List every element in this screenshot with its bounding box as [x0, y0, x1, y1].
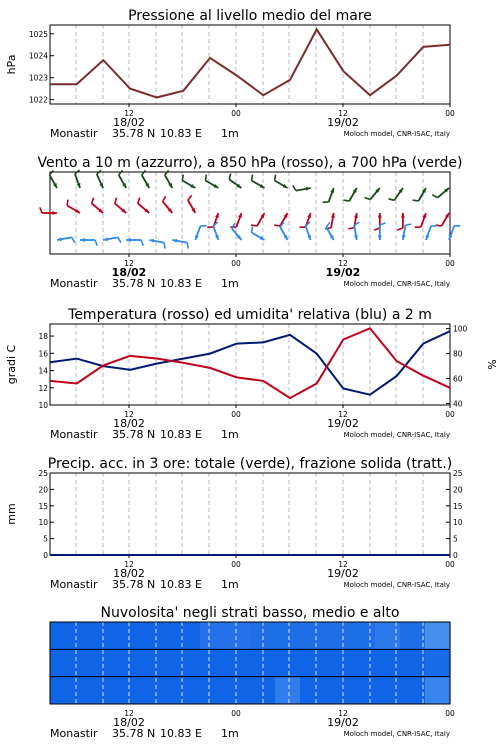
wind-barb: [229, 174, 241, 188]
wind-barb: [432, 188, 449, 198]
wind-barb: [188, 195, 196, 213]
cloud-cell: [200, 677, 226, 704]
wind-barb: [293, 185, 311, 190]
panel-2: [37, 155, 462, 290]
barb-flag: [205, 175, 206, 181]
panel-3: [5, 307, 498, 441]
location-lat: 35.78 N: [112, 428, 155, 441]
cloud-cell: [375, 649, 401, 676]
barb-flag: [365, 198, 371, 200]
wind-barb: [142, 170, 150, 188]
location-alt: 1m: [221, 727, 239, 740]
cloud-cell: [325, 649, 351, 676]
wind-barb: [57, 237, 75, 242]
y-tick-label: 1023: [29, 74, 48, 83]
cloud-cell: [400, 622, 426, 649]
panel-title: Precip. acc. in 3 ore: totale (verde), frazione solida (tratt.): [48, 456, 452, 472]
location-lat: 35.78 N: [112, 127, 155, 140]
panel-1: [5, 8, 455, 140]
plot-frame: [50, 324, 450, 405]
cloud-cell: [375, 677, 401, 704]
y-tick-label: 10: [38, 401, 48, 410]
barb-flag: [163, 196, 166, 201]
cloud-cell: [175, 677, 201, 704]
location-lon: 10.83 E: [160, 428, 202, 441]
barb-head: [215, 213, 219, 218]
y-tick-label: 1022: [29, 96, 48, 105]
y-tick-label-right: 25: [453, 469, 463, 478]
barb-flag: [388, 199, 394, 200]
cloud-cell: [200, 649, 226, 676]
barb-flag: [141, 240, 143, 246]
location-lon: 10.83 E: [160, 578, 202, 591]
wind-barb: [326, 222, 334, 240]
y-tick-label-right: 40: [453, 399, 463, 408]
time-tick-label: 00: [231, 560, 241, 569]
wind-barb: [119, 170, 127, 188]
cloud-cell: [300, 649, 326, 676]
barb-flag: [164, 243, 165, 249]
barb-head: [195, 235, 199, 240]
barb-flag: [40, 207, 42, 213]
date-label: 18/02: [113, 417, 145, 430]
model-credit: Moloch model, CNR-ISAC, Italy: [344, 130, 450, 138]
barb-flag: [251, 225, 257, 226]
barb-head: [80, 238, 85, 242]
barb-flag: [275, 175, 276, 181]
model-credit: Moloch model, CNR-ISAC, Italy: [344, 730, 450, 738]
y-tick-label-right: 100: [453, 325, 468, 334]
y-tick-label: 18: [38, 332, 48, 341]
pressure-line: [50, 29, 450, 97]
plot-frame: [50, 172, 450, 254]
barb-head: [77, 183, 81, 188]
barb-head: [449, 235, 453, 240]
time-tick-label: 12: [338, 709, 348, 718]
cloud-cell: [175, 622, 201, 649]
barb-flag: [72, 237, 75, 242]
location-lat: 35.78 N: [112, 727, 155, 740]
date-label: 19/02: [327, 567, 359, 580]
location-lon: 10.83 E: [160, 127, 202, 140]
cloud-cell: [350, 622, 376, 649]
time-tick-label: 00: [445, 560, 455, 569]
cloud-cell: [400, 677, 426, 704]
barb-flag: [343, 200, 349, 201]
wind-barb: [436, 213, 449, 226]
location-alt: 1m: [221, 428, 239, 441]
y-tick-label: 0: [43, 551, 48, 560]
wind-barb: [92, 198, 103, 213]
wind-barb: [115, 198, 126, 213]
location-name: Monastir: [50, 127, 98, 140]
barb-head: [378, 235, 382, 240]
wind-barb: [354, 222, 359, 240]
y-tick-label-right: 60: [453, 375, 463, 384]
time-tick-label: 12: [338, 109, 348, 118]
time-tick-label: 00: [445, 709, 455, 718]
y-tick-label: 12: [38, 384, 48, 393]
time-tick-label: 12: [338, 560, 348, 569]
wind-barb: [275, 175, 288, 188]
location-lon: 10.83 E: [160, 277, 202, 290]
y-axis-label: hPa: [5, 55, 18, 75]
y-tick-label: 25: [38, 469, 48, 478]
barb-flag: [142, 170, 146, 175]
wind-barb: [182, 175, 195, 188]
y-tick-label: 1025: [29, 30, 48, 39]
y-tick-label: 20: [38, 485, 48, 494]
date-label: 18/02: [113, 567, 145, 580]
barb-flag: [95, 240, 97, 246]
location-name: Monastir: [50, 428, 98, 441]
barb-head: [126, 238, 131, 242]
panel-5: [50, 605, 455, 740]
date-label: 19/02: [326, 266, 361, 279]
barb-head: [307, 235, 311, 240]
location-lat: 35.78 N: [112, 578, 155, 591]
barb-flag: [348, 228, 354, 229]
barb-flag: [187, 243, 188, 249]
barb-flag: [188, 195, 192, 200]
cloud-cell: [400, 649, 426, 676]
model-credit: Moloch model, CNR-ISAC, Italy: [344, 581, 450, 589]
barb-flag: [432, 195, 437, 198]
barb-head: [307, 213, 311, 218]
cloud-cell: [50, 677, 76, 704]
cloud-cell: [350, 677, 376, 704]
location-name: Monastir: [50, 277, 98, 290]
panel-title: Vento a 10 m (azzurro), a 850 hPa (rosso), a 700 hPa (verde): [37, 155, 462, 171]
barb-flag: [405, 224, 411, 225]
barb-head: [426, 235, 430, 240]
cloud-cell: [300, 622, 326, 649]
time-tick-label: 12: [124, 259, 134, 268]
time-tick-label: 00: [231, 109, 241, 118]
wind-barb: [50, 170, 58, 188]
location-alt: 1m: [221, 127, 239, 140]
wind-barb: [97, 170, 103, 188]
time-tick-label: 00: [231, 259, 241, 268]
date-label: 19/02: [327, 417, 359, 430]
date-label: 19/02: [327, 716, 359, 729]
location-name: Monastir: [50, 727, 98, 740]
y-tick-label-right: 0: [453, 551, 458, 560]
cloud-cell: [75, 622, 101, 649]
cloud-cell: [150, 622, 176, 649]
cloud-cell: [50, 649, 76, 676]
barb-flag: [119, 170, 123, 175]
barb-head: [378, 213, 382, 218]
barb-flag: [182, 175, 183, 181]
y-axis-label: mm: [5, 503, 18, 524]
barb-flag: [413, 200, 419, 201]
date-label: 19/02: [327, 116, 359, 129]
y-tick-label: 16: [38, 349, 48, 358]
panel-title: Nuvolosita' negli strati basso, medio e alto: [101, 605, 400, 621]
cloud-cell: [100, 649, 126, 676]
y-axis-label: gradi C: [5, 344, 18, 384]
cloud-cell: [375, 622, 401, 649]
wind-barb: [348, 213, 358, 229]
wind-barb: [195, 226, 206, 240]
barb-head: [401, 213, 405, 218]
y-tick-label-right: 10: [453, 518, 463, 527]
wind-barb: [103, 237, 121, 242]
y-axis-label-right: %: [485, 359, 498, 369]
barb-flag: [293, 185, 296, 190]
cloud-cell: [425, 622, 451, 649]
cloud-cell: [225, 677, 251, 704]
barb-head: [215, 235, 219, 240]
wind-barb: [40, 207, 57, 215]
time-tick-label: 12: [124, 109, 134, 118]
cloud-cell: [75, 649, 101, 676]
y-tick-label: 14: [38, 367, 48, 376]
wind-barb: [165, 170, 173, 188]
time-tick-label: 00: [445, 410, 455, 419]
cloud-cell: [325, 677, 351, 704]
y-tick-label-right: 5: [453, 535, 458, 544]
wind-barb: [365, 188, 380, 199]
panel-4: [5, 456, 463, 591]
wind-barb: [149, 239, 165, 249]
panel-title: Pressione al livello medio del mare: [128, 8, 372, 24]
y-tick-label-right: 80: [453, 350, 463, 359]
barb-flag: [252, 227, 253, 233]
y-tick-label: 10: [38, 518, 48, 527]
date-label: 18/02: [113, 116, 145, 129]
y-tick-label: 1024: [29, 52, 48, 61]
barb-flag: [165, 170, 169, 175]
barb-flag: [118, 237, 121, 242]
cloud-cell: [425, 649, 451, 676]
barb-flag: [67, 200, 68, 206]
cloud-cell: [325, 622, 351, 649]
wind-barb: [163, 196, 173, 213]
cloud-cell: [275, 622, 301, 649]
plot-frame: [50, 473, 450, 555]
cloud-cell: [225, 622, 251, 649]
barb-head: [330, 188, 334, 193]
wind-barb: [415, 213, 426, 227]
wind-barb: [413, 188, 426, 201]
date-label: 18/02: [112, 266, 147, 279]
wind-barb: [300, 213, 311, 227]
cloud-cell: [425, 677, 451, 704]
cloud-cell: [350, 649, 376, 676]
wind-barb: [138, 198, 149, 213]
wind-barb: [378, 223, 386, 240]
model-credit: Moloch model, CNR-ISAC, Italy: [344, 431, 450, 439]
wind-barb: [172, 239, 188, 249]
y-tick-label-right: 20: [453, 485, 463, 494]
cloud-cell: [225, 649, 251, 676]
barb-flag: [274, 225, 280, 226]
cloud-cell: [200, 622, 226, 649]
wind-barb: [323, 188, 334, 202]
wind-barb: [67, 200, 80, 213]
location-alt: 1m: [221, 578, 239, 591]
wind-barb: [75, 170, 80, 188]
model-credit: Moloch model, CNR-ISAC, Italy: [344, 280, 450, 288]
plot-frame: [50, 25, 450, 104]
panel-title: Temperatura (rosso) ed umidita' relativa (blu) a 2 m: [67, 307, 432, 323]
wind-barb: [397, 213, 405, 230]
temperature-line: [50, 328, 450, 398]
wind-barb: [343, 188, 356, 201]
barb-flag: [397, 228, 403, 230]
time-tick-label: 00: [231, 709, 241, 718]
cloud-cell: [50, 622, 76, 649]
y-tick-label: 5: [43, 535, 48, 544]
barb-head: [52, 211, 57, 215]
wind-barb: [205, 175, 218, 188]
barb-flag: [326, 222, 330, 227]
barb-head: [238, 213, 242, 218]
y-tick-label: 15: [38, 502, 48, 511]
cloud-cell: [150, 677, 176, 704]
cloud-cell: [75, 677, 101, 704]
time-tick-label: 00: [445, 259, 455, 268]
y-tick-label-right: 15: [453, 502, 463, 511]
date-label: 18/02: [113, 716, 145, 729]
cloud-cell: [275, 677, 301, 704]
barb-flag: [229, 174, 230, 180]
barb-flag: [138, 198, 140, 204]
wind-barb: [280, 222, 288, 240]
wind-barb: [426, 226, 437, 240]
cloud-cell: [175, 649, 201, 676]
barb-flag: [252, 175, 253, 181]
location-alt: 1m: [221, 277, 239, 290]
cloud-cell: [300, 677, 326, 704]
time-tick-label: 12: [124, 560, 134, 569]
cloud-cell: [275, 649, 301, 676]
time-tick-label: 12: [338, 410, 348, 419]
time-tick-label: 12: [338, 259, 348, 268]
location-lat: 35.78 N: [112, 277, 155, 290]
location-name: Monastir: [50, 578, 98, 591]
time-tick-label: 12: [124, 410, 134, 419]
cloud-cell: [100, 622, 126, 649]
time-tick-label: 12: [124, 709, 134, 718]
time-tick-label: 00: [445, 109, 455, 118]
wind-barb: [274, 213, 287, 226]
location-lon: 10.83 E: [160, 727, 202, 740]
cloud-cell: [100, 677, 126, 704]
barb-flag: [92, 198, 94, 204]
wind-barb: [306, 222, 311, 240]
barb-flag: [115, 198, 117, 204]
cloud-cell: [150, 649, 176, 676]
wind-barb: [80, 238, 97, 246]
wind-barb: [213, 222, 218, 240]
time-tick-label: 00: [231, 410, 241, 419]
